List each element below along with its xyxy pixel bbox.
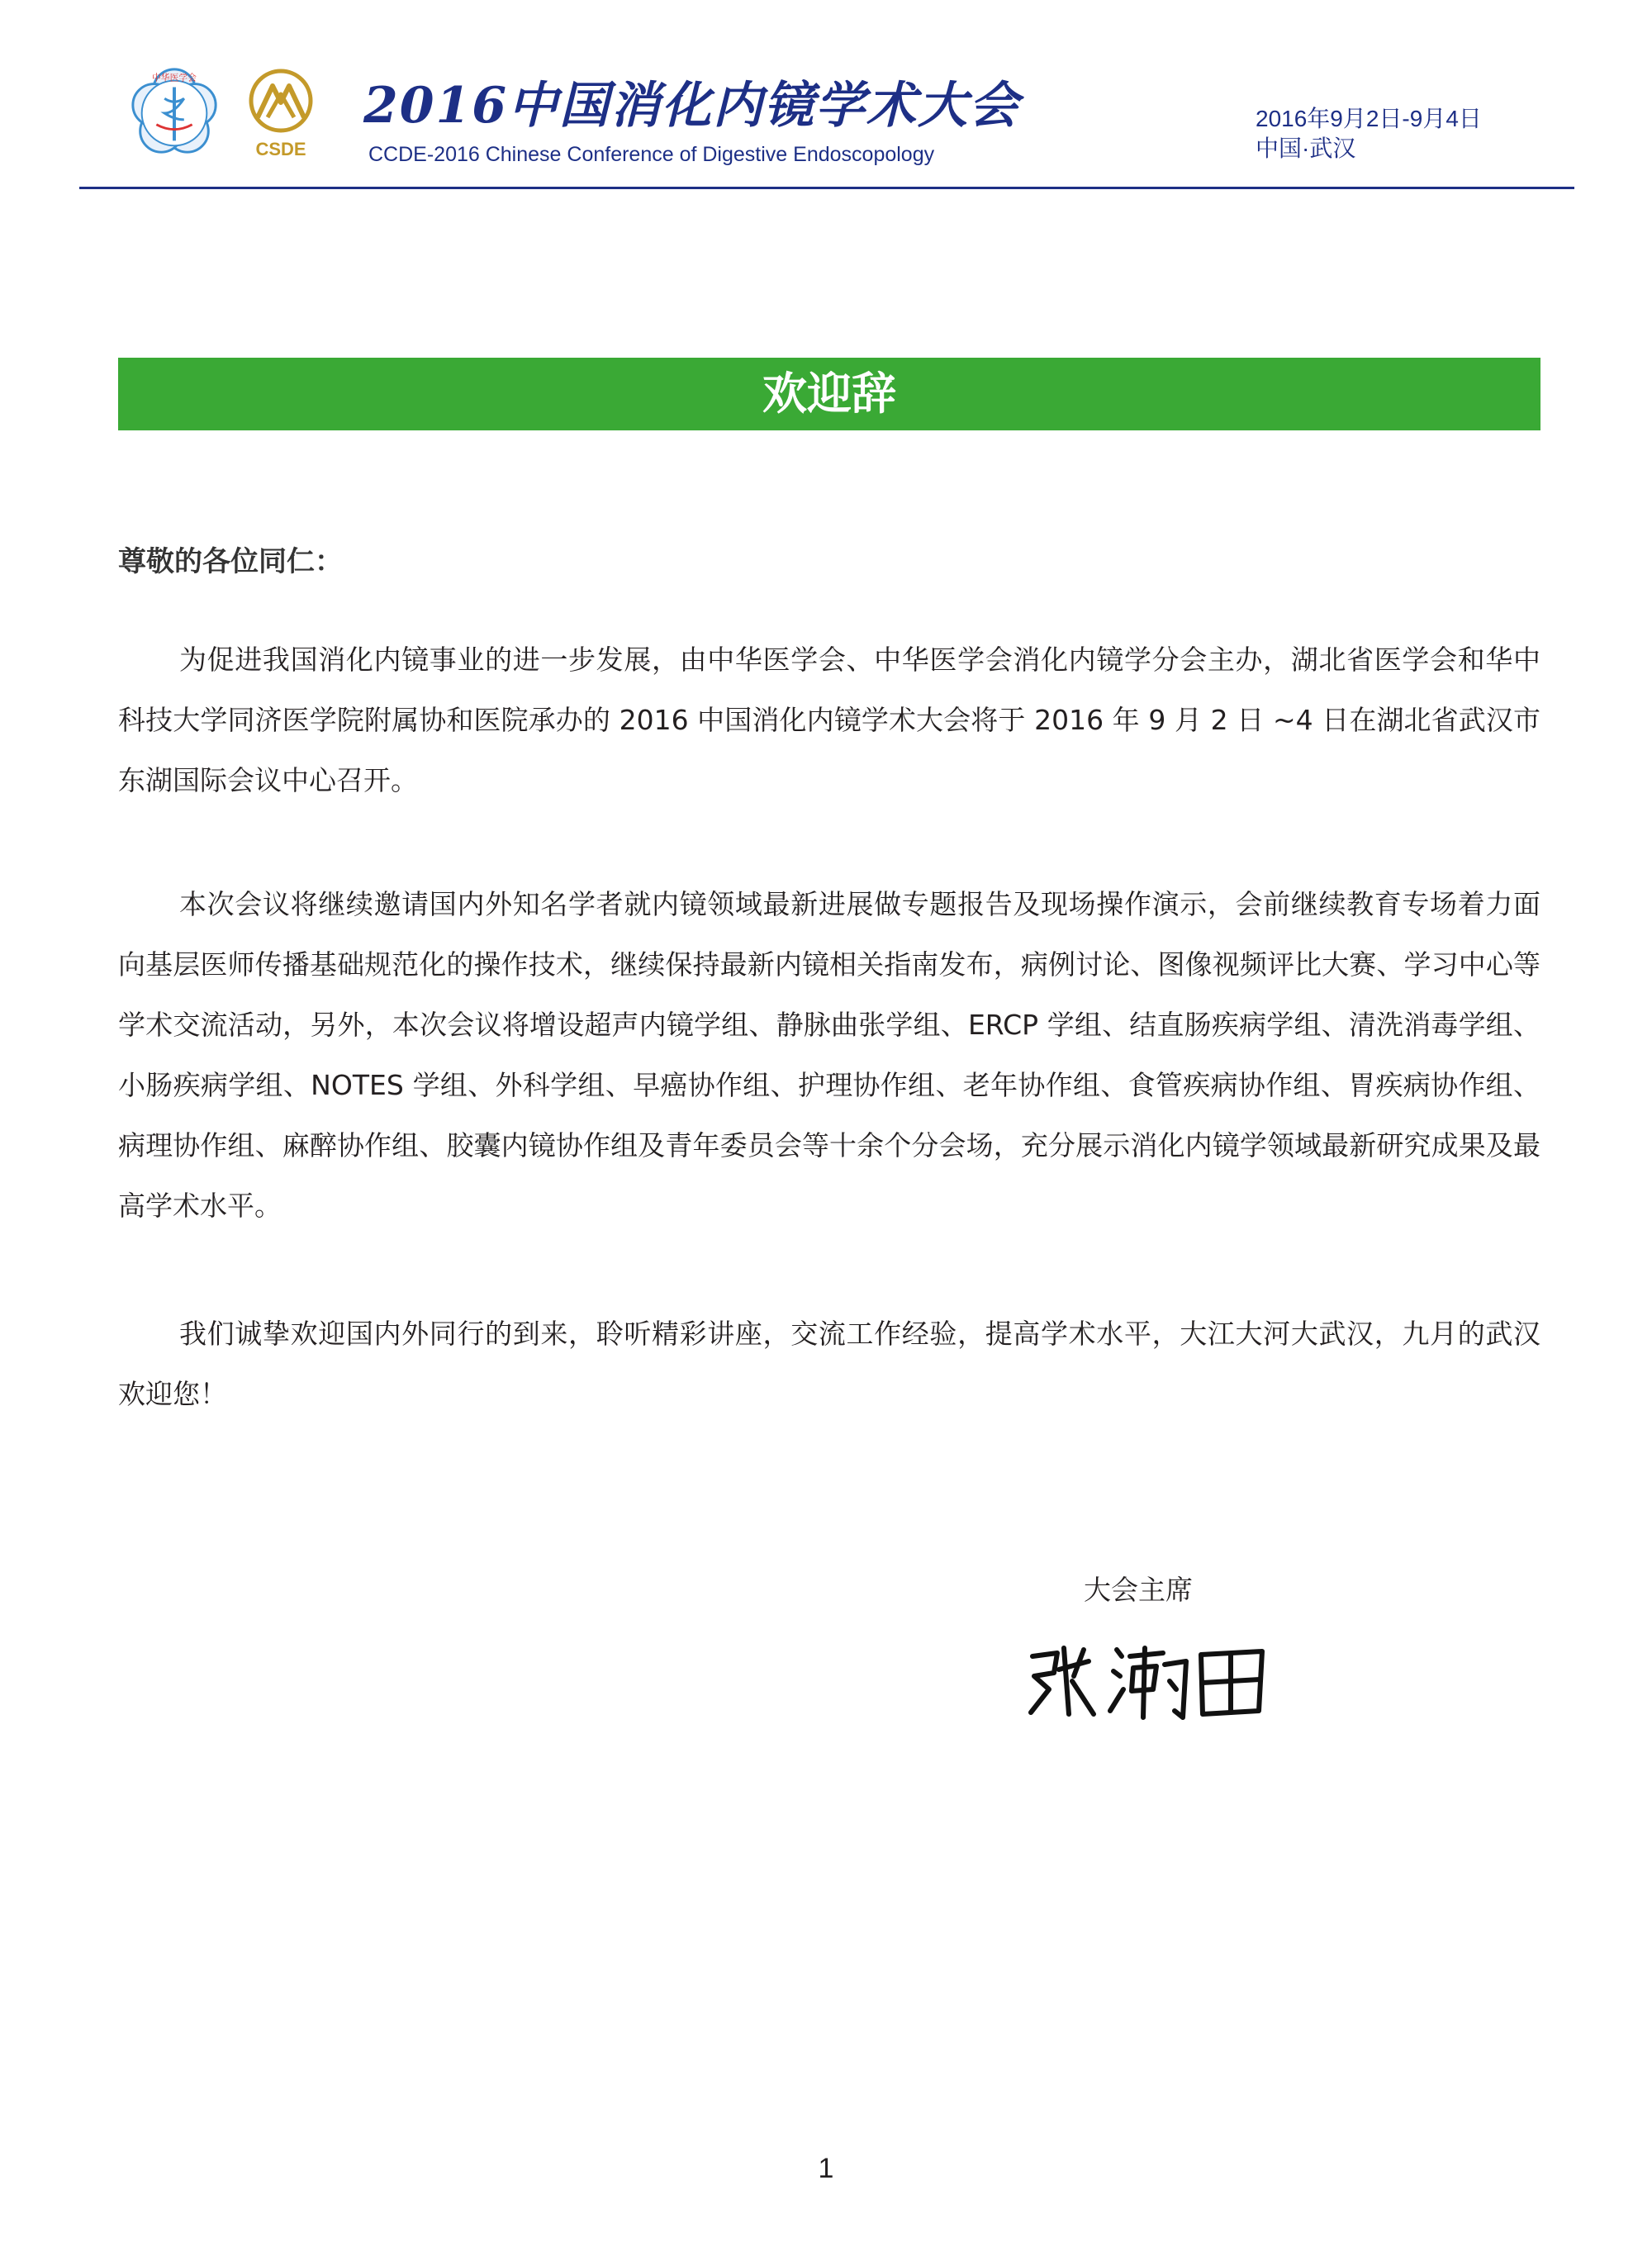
conference-location: 中国·武汉 [1256,135,1356,161]
csde-logo-text: CSDE [255,139,306,159]
paragraph-1: 为促进我国消化内镜事业的进一步发展，由中华医学会、中华医学会消化内镜学分会主办，湖北省医学会和华中科技大学同济医学院附属协和医院承办的 2016 中国消化内镜学术大会将于 2016 年 9 月 2 日 ~4 日在湖北省武汉市东湖国际会议中心召开。 [118,644,1540,796]
conference-title: 2016中国消化内镜学术大会 [363,77,1020,135]
conference-subtitle: CCDE-2016 Chinese Conference of Digestive Endoscopology [368,143,935,166]
paragraph-3: 我们诚挚欢迎国内外同行的到来，聆听精彩讲座，交流工作经验，提高学术水平，大江大河大武汉，九月的武汉欢迎您！ [118,1318,1540,1410]
cma-logo-text: 中华医学会 [152,72,197,83]
signature-title: 大会主席 [1084,1574,1193,1606]
csde-logo [240,66,322,161]
paragraph-2: 本次会议将继续邀请国内外知名学者就内镜领域最新进展做专题报告及现场操作演示，会前继续教育专场着力面向基层医师传播基础规范化的操作技术，继续保持最新内镜相关指南发布，病例讨论、图像视频评比大赛、学习中心等学术交流活动，另外，本次会议将增设超声内镜学组、静脉曲张学组、ERCP 学组、结直肠疾病学组、清洗消毒学组、小肠疾病学组、NOTES 学组、外科学组、早癌协作组、护理协作组、老年协作组、食管疾病协作组、胃疾病协作组、病理协作组、麻醉协作组、胶囊内镜协作组及青年委员会等十余个分会场，充分展示消化内镜学领域最新研究成果及最高学术水平。 [118,888,1540,1222]
welcome-banner [118,358,1540,430]
welcome-banner-title: 欢迎辞 [762,368,896,420]
header-divider [79,187,1574,189]
cma-logo [126,63,223,160]
handwritten-signature [1024,1632,1272,1731]
page-number: 1 [818,2153,834,2184]
conference-date: 2016年9月2日-9月4日 [1256,106,1482,131]
salutation: 尊敬的各位同仁： [118,545,343,578]
